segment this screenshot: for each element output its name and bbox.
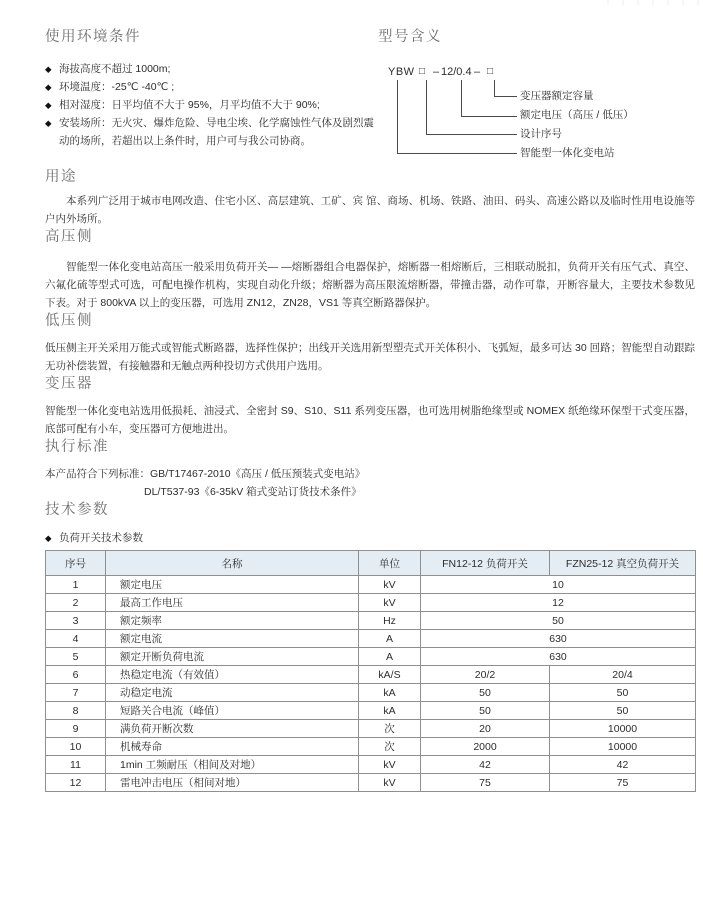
- cell-merged-value: 12: [421, 594, 696, 612]
- env-condition-text: 安装场所：无火灾、爆炸危险、导电尘埃、化学腐蚀性气体及剧烈震动的场所，若超出以上条件时，用户可与我公司协商。: [59, 117, 374, 147]
- connector-line-station: [397, 80, 517, 154]
- standards-ref-1: GB/T17467-2010《高压 / 低压预装式变电站》: [150, 468, 366, 480]
- cell-name: 热稳定电流（有效值）: [106, 666, 359, 684]
- cell-fn-value: 20: [421, 720, 550, 738]
- cell-unit: kV: [359, 576, 421, 594]
- cell-no: 10: [46, 738, 106, 756]
- cell-fn-value: 20/2: [421, 666, 550, 684]
- cell-fzn-value: 10000: [550, 720, 696, 738]
- table-row: [46, 594, 696, 612]
- cell-fzn-value: 42: [550, 756, 696, 774]
- cell-fn-value: 50: [421, 702, 550, 720]
- usage-body: 本系列广泛用于城市电网改造、住宅小区、高层建筑、工矿、宾 馆、商场、机场、铁路、油田、码头、高速公路以及临时性用电设施等户内外场所。: [45, 195, 695, 225]
- load-switch-params-table: [45, 550, 696, 792]
- usage-title: 用途: [45, 169, 77, 185]
- cell-no: 3: [46, 612, 106, 630]
- model-code-label: 智能型一体化变电站: [520, 147, 615, 159]
- table-row: [46, 684, 696, 702]
- cell-no: 9: [46, 720, 106, 738]
- cell-unit: Hz: [359, 612, 421, 630]
- model-meaning-section: [378, 28, 700, 168]
- page-content: [45, 28, 695, 792]
- hv-side-body: 智能型一体化变电站高压一般采用负荷开关— —熔断器组合电器保护，熔断器一相熔断后，三相联动脱扣，负荷开关有压气式、真空、六氟化硫等型式可选，可配电操作机构，实现自动化升级；熔断器为高压限流熔断器，带撞击器，动作可靠，开断容量大，主要技术参数见下表。对于 800kVA 以上的变压器，可选用 ZN12，ZN28，VS1 等真空断路器保护。: [45, 261, 695, 309]
- table-row: [46, 612, 696, 630]
- standards-block: [45, 465, 695, 501]
- model-code-dash-1: –: [433, 66, 440, 78]
- cell-merged-value: 630: [421, 648, 696, 666]
- top-section: [45, 28, 695, 168]
- cell-name: 额定电压: [106, 576, 359, 594]
- table-row: [46, 738, 696, 756]
- diamond-bullet-icon: ◆: [45, 100, 52, 110]
- cell-unit: kV: [359, 594, 421, 612]
- header-no: 序号: [46, 551, 106, 576]
- cell-name: 额定开断负荷电流: [106, 648, 359, 666]
- transformer-body: 智能型一体化变电站选用低损耗、油浸式、全密封 S9、S10、S11 系列变压器，也可选用树脂绝缘型或 NOMEX 纸绝缘环保型干式变压器，底部可配有小车，变压器可方便地进出。: [45, 405, 695, 435]
- env-condition-item: [45, 96, 377, 114]
- standards-ref-2: DL/T537-93《6-35kV 箱式变站订货技术条件》: [144, 486, 362, 498]
- diamond-bullet-icon: ◆: [45, 533, 52, 543]
- cell-name: 额定电流: [106, 630, 359, 648]
- cell-unit: 次: [359, 738, 421, 756]
- standards-title: 执行标准: [45, 439, 109, 455]
- cell-no: 11: [46, 756, 106, 774]
- cell-fzn-value: 10000: [550, 738, 696, 756]
- cell-no: 5: [46, 648, 106, 666]
- params-table-header: [46, 551, 696, 576]
- cell-unit: kA/S: [359, 666, 421, 684]
- cell-no: 2: [46, 594, 106, 612]
- diamond-bullet-icon: ◆: [45, 82, 52, 92]
- cell-name: 短路关合电流（峰值）: [106, 702, 359, 720]
- cell-fn-value: 50: [421, 684, 550, 702]
- env-condition-text: 相对湿度：日平均值不大于 95%，月平均值不大于 90%;: [59, 99, 320, 111]
- cell-unit: kA: [359, 684, 421, 702]
- tech-params-title: 技术参数: [45, 502, 109, 518]
- model-meaning-title: 型号含义: [378, 29, 442, 45]
- params-subtitle-row: [45, 529, 695, 547]
- model-code-label: 设计序号: [520, 128, 562, 140]
- model-code-labels: [520, 87, 634, 163]
- cell-unit: kV: [359, 756, 421, 774]
- cell-no: 1: [46, 576, 106, 594]
- cell-no: 6: [46, 666, 106, 684]
- lv-side-body: 低压侧主开关采用万能式或智能式断路器，选择性保护；出线开关选用新型塑壳式开关体积小、飞弧短，最多可达 30 回路；智能型自动跟踪无功补偿装置，有接触器和无触点两种投切方式供用户选用。: [45, 342, 695, 372]
- standards-line-2: [45, 483, 695, 501]
- env-condition-text: 海拔高度不超过 1000m;: [59, 63, 171, 75]
- env-condition-item: [45, 60, 377, 78]
- cell-name: 雷电冲击电压（相间对地）: [106, 774, 359, 792]
- cell-name: 额定频率: [106, 612, 359, 630]
- env-condition-item: [45, 114, 377, 150]
- cell-fn-value: 75: [421, 774, 550, 792]
- cell-no: 4: [46, 630, 106, 648]
- cell-unit: A: [359, 648, 421, 666]
- table-row: [46, 702, 696, 720]
- model-code-label: 变压器额定容量: [520, 90, 594, 102]
- table-row: [46, 756, 696, 774]
- model-code-placeholder-box-1: □: [419, 66, 426, 77]
- header-fzn25: FZN25-12 真空负荷开关: [550, 551, 696, 576]
- standards-intro: 本产品符合下列标准：: [45, 468, 150, 480]
- environment-conditions-section: [45, 28, 377, 150]
- env-condition-item: [45, 78, 377, 96]
- table-row: [46, 720, 696, 738]
- table-row: [46, 774, 696, 792]
- cell-merged-value: 10: [421, 576, 696, 594]
- cell-fzn-value: 50: [550, 702, 696, 720]
- model-code-label: 额定电压（高压 / 低压）: [520, 109, 634, 121]
- cell-name: 满负荷开断次数: [106, 720, 359, 738]
- header-fn12: FN12-12 负荷开关: [421, 551, 550, 576]
- lv-side-title: 低压侧: [45, 313, 93, 329]
- header-name: 名称: [106, 551, 359, 576]
- transformer-title: 变压器: [45, 376, 93, 392]
- params-subtitle: 负荷开关技术参数: [59, 532, 143, 544]
- cell-name: 最高工作电压: [106, 594, 359, 612]
- table-row: [46, 666, 696, 684]
- header-row: [46, 551, 696, 576]
- model-code-voltage: 12/0.4: [441, 66, 472, 78]
- model-code-prefix: YBW: [388, 66, 415, 78]
- model-code-placeholder-box-2: □: [487, 66, 494, 77]
- cell-merged-value: 630: [421, 630, 696, 648]
- cell-no: 7: [46, 684, 106, 702]
- cell-unit: kV: [359, 774, 421, 792]
- cell-merged-value: 50: [421, 612, 696, 630]
- cell-unit: kA: [359, 702, 421, 720]
- environment-conditions-list: [45, 60, 377, 150]
- hv-side-title: 高压侧: [45, 229, 93, 245]
- cell-name: 机械寿命: [106, 738, 359, 756]
- cell-no: 12: [46, 774, 106, 792]
- cell-name: 动稳定电流: [106, 684, 359, 702]
- cell-no: 8: [46, 702, 106, 720]
- cell-fn-value: 2000: [421, 738, 550, 756]
- diamond-bullet-icon: ◆: [45, 118, 52, 128]
- params-table-body: [46, 576, 696, 792]
- cell-fzn-value: 50: [550, 684, 696, 702]
- cell-fzn-value: 20/4: [550, 666, 696, 684]
- table-row: [46, 630, 696, 648]
- standards-line-1: [45, 465, 695, 483]
- page-corner-decoration: [607, 0, 699, 5]
- cell-unit: A: [359, 630, 421, 648]
- environment-conditions-title: 使用环境条件: [45, 29, 141, 45]
- cell-name: 1min 工频耐压（相间及对地）: [106, 756, 359, 774]
- table-row: [46, 648, 696, 666]
- env-condition-text: 环境温度：-25℃ -40℃ ;: [59, 81, 175, 93]
- table-row: [46, 576, 696, 594]
- cell-fn-value: 42: [421, 756, 550, 774]
- model-code-dash-2: –: [474, 66, 481, 78]
- diamond-bullet-icon: ◆: [45, 64, 52, 74]
- header-unit: 单位: [359, 551, 421, 576]
- cell-unit: 次: [359, 720, 421, 738]
- cell-fzn-value: 75: [550, 774, 696, 792]
